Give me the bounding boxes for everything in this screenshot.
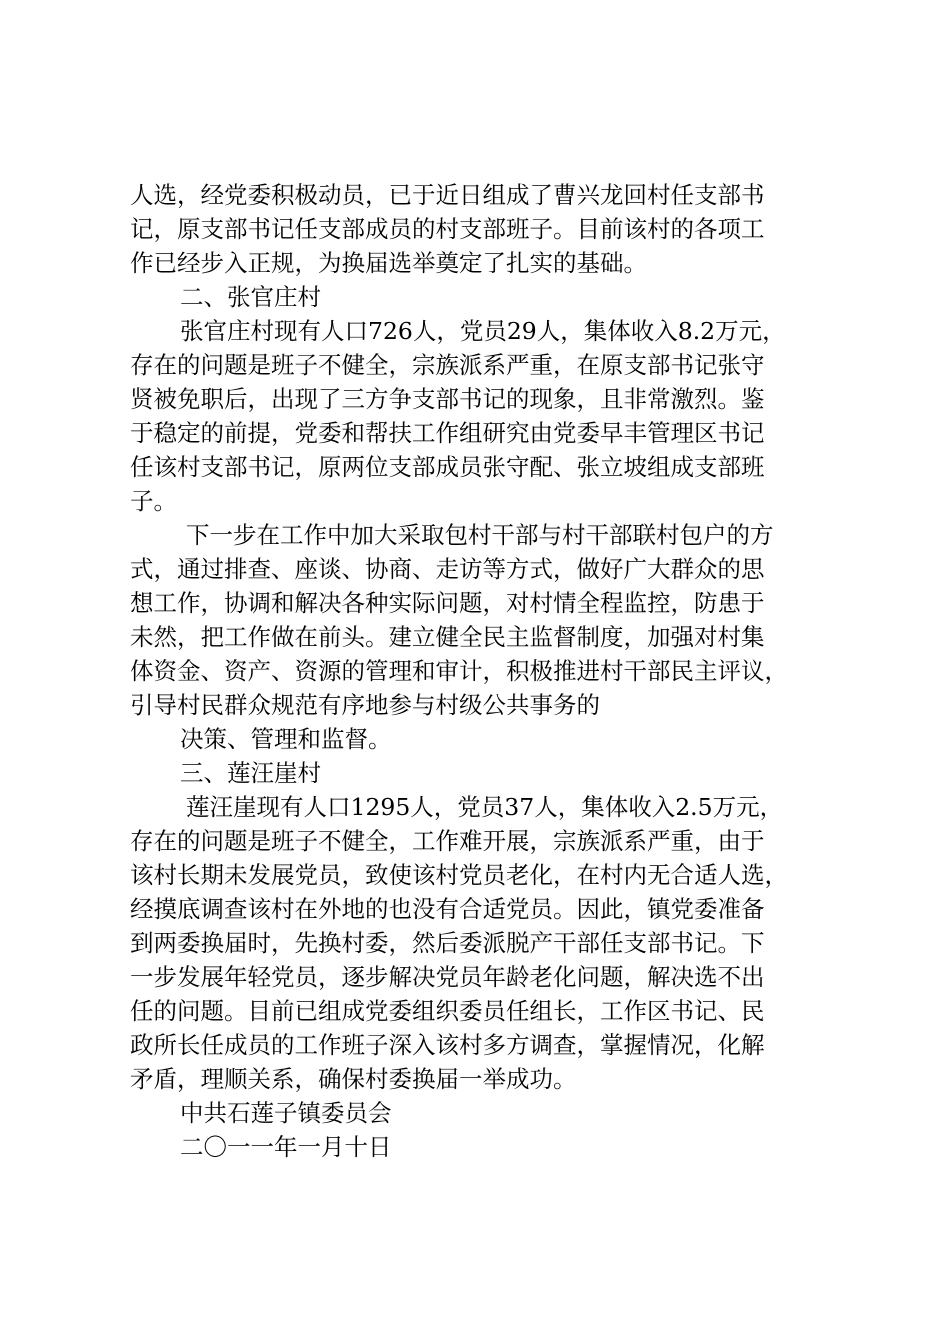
paragraph-line: 贤被免职后，出现了三方争支部书记的现象，且非常激烈。鉴 — [130, 385, 765, 413]
paragraph-line: 记，原支部书记任支部成员的村支部班子。目前该村的各项工 — [130, 215, 765, 243]
paragraph-line: 作已经步入正规，为换届选举奠定了扎实的基础。 — [130, 249, 647, 277]
paragraph-line: 式，通过排查、座谈、协商、走访等方式，做好广大群众的思 — [130, 555, 765, 583]
paragraph-line: 张官庄村现有人口726人，党员29人，集体收入8.2万元， — [180, 317, 786, 345]
paragraph-line: 决策、管理和监督。 — [180, 725, 392, 753]
paragraph-line: 未然，把工作做在前头。建立健全民主监督制度，加强对村集 — [130, 623, 765, 651]
paragraph-line: 于稳定的前提，党委和帮扶工作组研究由党委早丰管理区书记 — [130, 419, 765, 447]
section-heading: 三、莲汪崖村 — [180, 759, 321, 787]
paragraph-line: 存在的问题是班子不健全，宗族派系严重，在原支部书记张守 — [130, 351, 765, 379]
paragraph-line: 政所长任成员的工作班子深入该村多方调查，掌握情况，化解 — [130, 1031, 765, 1059]
paragraph-line: 想工作，协调和解决各种实际问题，对村情全程监控，防患于 — [130, 589, 765, 617]
paragraph-line: 该村长期未发展党员，致使该村党员老化，在村内无合适人选， — [130, 861, 788, 889]
paragraph-line: 存在的问题是班子不健全，工作难开展，宗族派系严重，由于 — [130, 827, 765, 855]
paragraph-line: 一步发展年轻党员，逐步解决党员年龄老化问题，解决选不出 — [130, 963, 765, 991]
paragraph-line: 经摸底调查该村在外地的也没有合适党员。因此，镇党委准备 — [130, 895, 765, 923]
paragraph-line: 矛盾，理顺关系，确保村委换届一举成功。 — [130, 1065, 577, 1093]
paragraph-line: 人选，经党委积极动员，已于近日组成了曹兴龙回村任支部书 — [130, 181, 765, 209]
paragraph-line: 引导村民群众规范有序地参与村级公共事务的 — [130, 691, 600, 719]
paragraph-line: 下一步在工作中加大采取包村干部与村干部联村包户的方 — [186, 521, 774, 549]
signature-organization: 中共石莲子镇委员会 — [180, 1099, 392, 1127]
signature-date: 二〇一一年一月十日 — [180, 1133, 392, 1161]
paragraph-line: 到两委换届时，先换村委，然后委派脱产干部任支部书记。下 — [130, 929, 765, 957]
paragraph-line: 莲汪崖现有人口1295人，党员37人，集体收入2.5万元， — [186, 793, 784, 821]
section-heading: 二、张官庄村 — [180, 283, 321, 311]
paragraph-line: 体资金、资产、资源的管理和审计，积极推进村干部民主评议， — [130, 657, 788, 685]
paragraph-line: 任的问题。目前已组成党委组织委员任组长，工作区书记、民 — [130, 997, 765, 1025]
paragraph-line: 子。 — [130, 487, 177, 515]
paragraph-line: 任该村支部书记，原两位支部成员张守配、张立坡组成支部班 — [130, 453, 765, 481]
